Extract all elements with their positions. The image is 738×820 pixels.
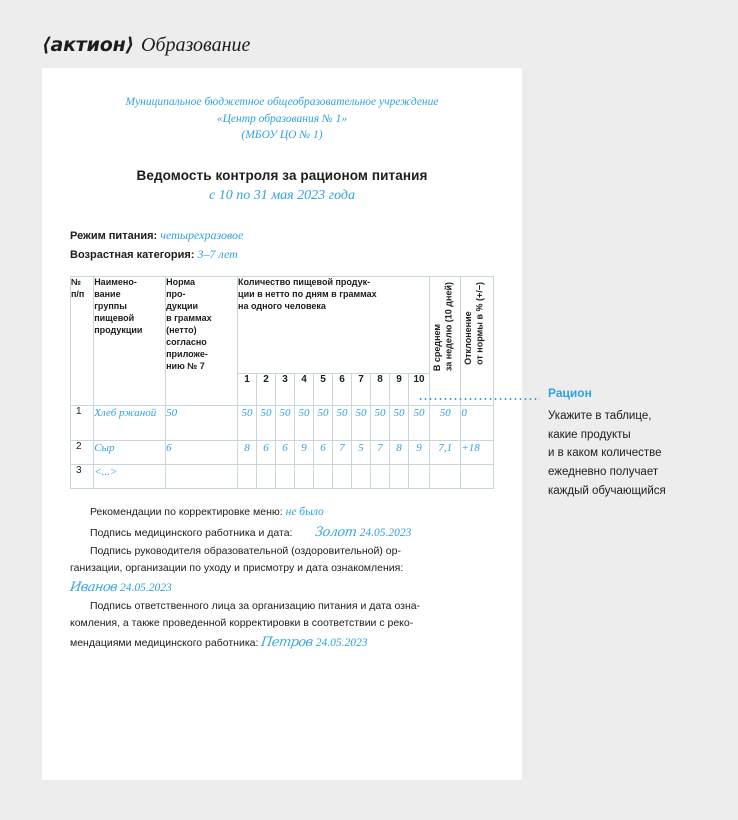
callout-line-2: какие продукты	[548, 428, 631, 441]
meta-value-regime: четырехразовое	[160, 228, 244, 243]
cell-row2-day4: 9	[295, 441, 314, 465]
cell-row3-num: 3	[71, 465, 94, 489]
medical-signature-line	[70, 522, 494, 543]
medical-signature-label: Подпись медицинского работника и дата:	[90, 526, 293, 539]
org-line-3: (МБОУ ЦО № 1)	[241, 129, 323, 142]
callout-line-5: каждый обучающийся	[548, 484, 666, 497]
brand-bar	[42, 30, 250, 60]
cell-row1-norm: 50	[166, 406, 238, 441]
cell-row1-day10: 50	[409, 406, 430, 441]
cell-row2-day2: 6	[257, 441, 276, 465]
header-product-name: Наимено- вание группы пищевой продукции	[94, 277, 166, 406]
cell-row3-day6	[333, 465, 352, 489]
recommendation-label: Рекомендации по корректировке меню:	[90, 506, 283, 519]
head-signature-text-line2: ганизации, организации по уходу и присмотру и дата ознакомления:	[70, 561, 404, 574]
responsible-signature-line	[70, 632, 494, 653]
cell-row1-day8: 50	[371, 406, 390, 441]
medical-signature: Золот	[314, 524, 358, 540]
header-num	[71, 277, 94, 406]
head-signature-date: 24.05.2023	[119, 581, 172, 594]
cell-row2-day6: 7	[333, 441, 352, 465]
document-period: с 10 по 31 мая 2023 года	[208, 188, 355, 204]
meta-row-age	[70, 245, 494, 264]
cell-row1-day7: 50	[352, 406, 371, 441]
cell-row2-day9: 8	[390, 441, 409, 465]
cell-row2-day7: 5	[352, 441, 371, 465]
header-days-group: Количество пищевой продук- ции в нетто по дням в граммах на одного человека	[238, 277, 430, 374]
header-day-7: 7	[352, 374, 371, 406]
cell-row1-day4: 50	[295, 406, 314, 441]
cell-row3-day9	[390, 465, 409, 489]
cell-row3-name: <...>	[94, 465, 166, 489]
header-day-4: 4	[295, 374, 314, 406]
document-sheet	[42, 68, 522, 780]
cell-row2-day5: 6	[314, 441, 333, 465]
callout-line-4: ежедневно получает	[548, 465, 659, 478]
table-row	[71, 441, 494, 465]
cell-row2-name: Сыр	[94, 441, 166, 465]
cell-row3-day8	[371, 465, 390, 489]
responsible-text-line1: Подпись ответственного лица за организацию питания и дата озна-	[90, 599, 421, 612]
cell-row2-average: 7,1	[430, 441, 461, 465]
ration-control-table	[70, 276, 494, 489]
cell-row3-average	[430, 465, 461, 489]
cell-row3-deviation	[461, 465, 494, 489]
recommendation-value: не было	[285, 506, 324, 519]
callout-body	[548, 407, 724, 500]
cell-row1-day1: 50	[238, 406, 257, 441]
recommendation-line	[70, 503, 494, 522]
cell-row1-day5: 50	[314, 406, 333, 441]
responsible-text-line3: мендациями медицинского работника:	[70, 636, 259, 649]
head-signature-line	[70, 577, 494, 598]
callout-title: Рацион	[548, 386, 592, 400]
cell-row2-day3: 6	[276, 441, 295, 465]
table-row	[71, 406, 494, 441]
cell-row3-day5	[314, 465, 333, 489]
cell-row3-norm	[166, 465, 238, 489]
callout-line-1: Укажите в таблице,	[548, 410, 652, 422]
cell-row1-name: Хлеб ржаной	[94, 406, 166, 441]
cell-row1-deviation: 0	[461, 406, 494, 441]
meta-row-regime	[70, 226, 494, 245]
header-num-line2: п/п	[71, 289, 85, 300]
cell-row3-day10	[409, 465, 430, 489]
header-day-5: 5	[314, 374, 333, 406]
header-day-3: 3	[276, 374, 295, 406]
header-average-text: В среднем за неделю (10 дней)	[432, 282, 454, 372]
callout-leader-line	[418, 398, 540, 400]
cell-row1-day3: 50	[276, 406, 295, 441]
organization-header	[70, 94, 494, 144]
responsible-signature: Петров	[260, 634, 314, 650]
cell-row2-day8: 7	[371, 441, 390, 465]
header-day-1: 1	[238, 374, 257, 406]
header-day-8: 8	[371, 374, 390, 406]
cell-row2-norm: 6	[166, 441, 238, 465]
cell-row1-day9: 50	[390, 406, 409, 441]
cell-row1-day6: 50	[333, 406, 352, 441]
header-norm: Норма про- дукции в граммах (нетто) согласно приложе- нию № 7	[166, 277, 238, 406]
head-signature-text-line1: Подпись руководителя образовательной (оздоровительной) ор-	[90, 544, 401, 557]
table-row	[71, 465, 494, 489]
header-day-6: 6	[333, 374, 352, 406]
responsible-text-line2: комления, а также проведенной корректировки в соответствии с реко-	[70, 616, 414, 629]
header-num-line1: №	[71, 277, 82, 288]
org-line-2: «Центр образования № 1»	[216, 112, 348, 125]
header-day-2: 2	[257, 374, 276, 406]
cell-row3-day1	[238, 465, 257, 489]
cell-row1-average: 50	[430, 406, 461, 441]
cell-row3-day2	[257, 465, 276, 489]
header-deviation	[461, 277, 494, 406]
header-day-10: 10	[409, 374, 430, 406]
header-deviation-text: Отклонение от нормы в % (+/−)	[463, 282, 486, 365]
cell-row2-day1: 8	[238, 441, 257, 465]
cell-row3-day4	[295, 465, 314, 489]
cell-row2-deviation: +18	[461, 441, 494, 465]
callout-line-3: и в каком количестве	[548, 447, 662, 460]
document-meta	[70, 226, 494, 264]
responsible-signature-date: 24.05.2023	[315, 636, 368, 649]
meta-label-regime: Режим питания:	[70, 230, 158, 243]
brand-word: Образование	[141, 33, 251, 56]
cell-row1-day2: 50	[257, 406, 276, 441]
brand-mark: ⟨актион⟩	[42, 34, 134, 56]
cell-row2-day10: 9	[409, 441, 430, 465]
callout-ration	[548, 386, 724, 500]
cell-row2-num: 2	[71, 441, 94, 465]
footer-paragraphs	[70, 503, 494, 653]
cell-row3-day7	[352, 465, 371, 489]
header-day-9: 9	[390, 374, 409, 406]
medical-signature-date: 24.05.2023	[359, 526, 412, 539]
page-title: Ведомость контроля за рационом питания	[136, 168, 428, 184]
header-average	[430, 277, 461, 406]
meta-value-age: 3–7 лет	[197, 247, 238, 262]
meta-label-age: Возрастная категория:	[70, 249, 195, 262]
table-header-row-1	[71, 277, 494, 374]
head-signature: Иванов	[68, 579, 119, 595]
cell-row1-num: 1	[71, 406, 94, 441]
org-line-1: Муниципальное бюджетное общеобразовательное учреждение	[125, 96, 439, 108]
cell-row3-day3	[276, 465, 295, 489]
